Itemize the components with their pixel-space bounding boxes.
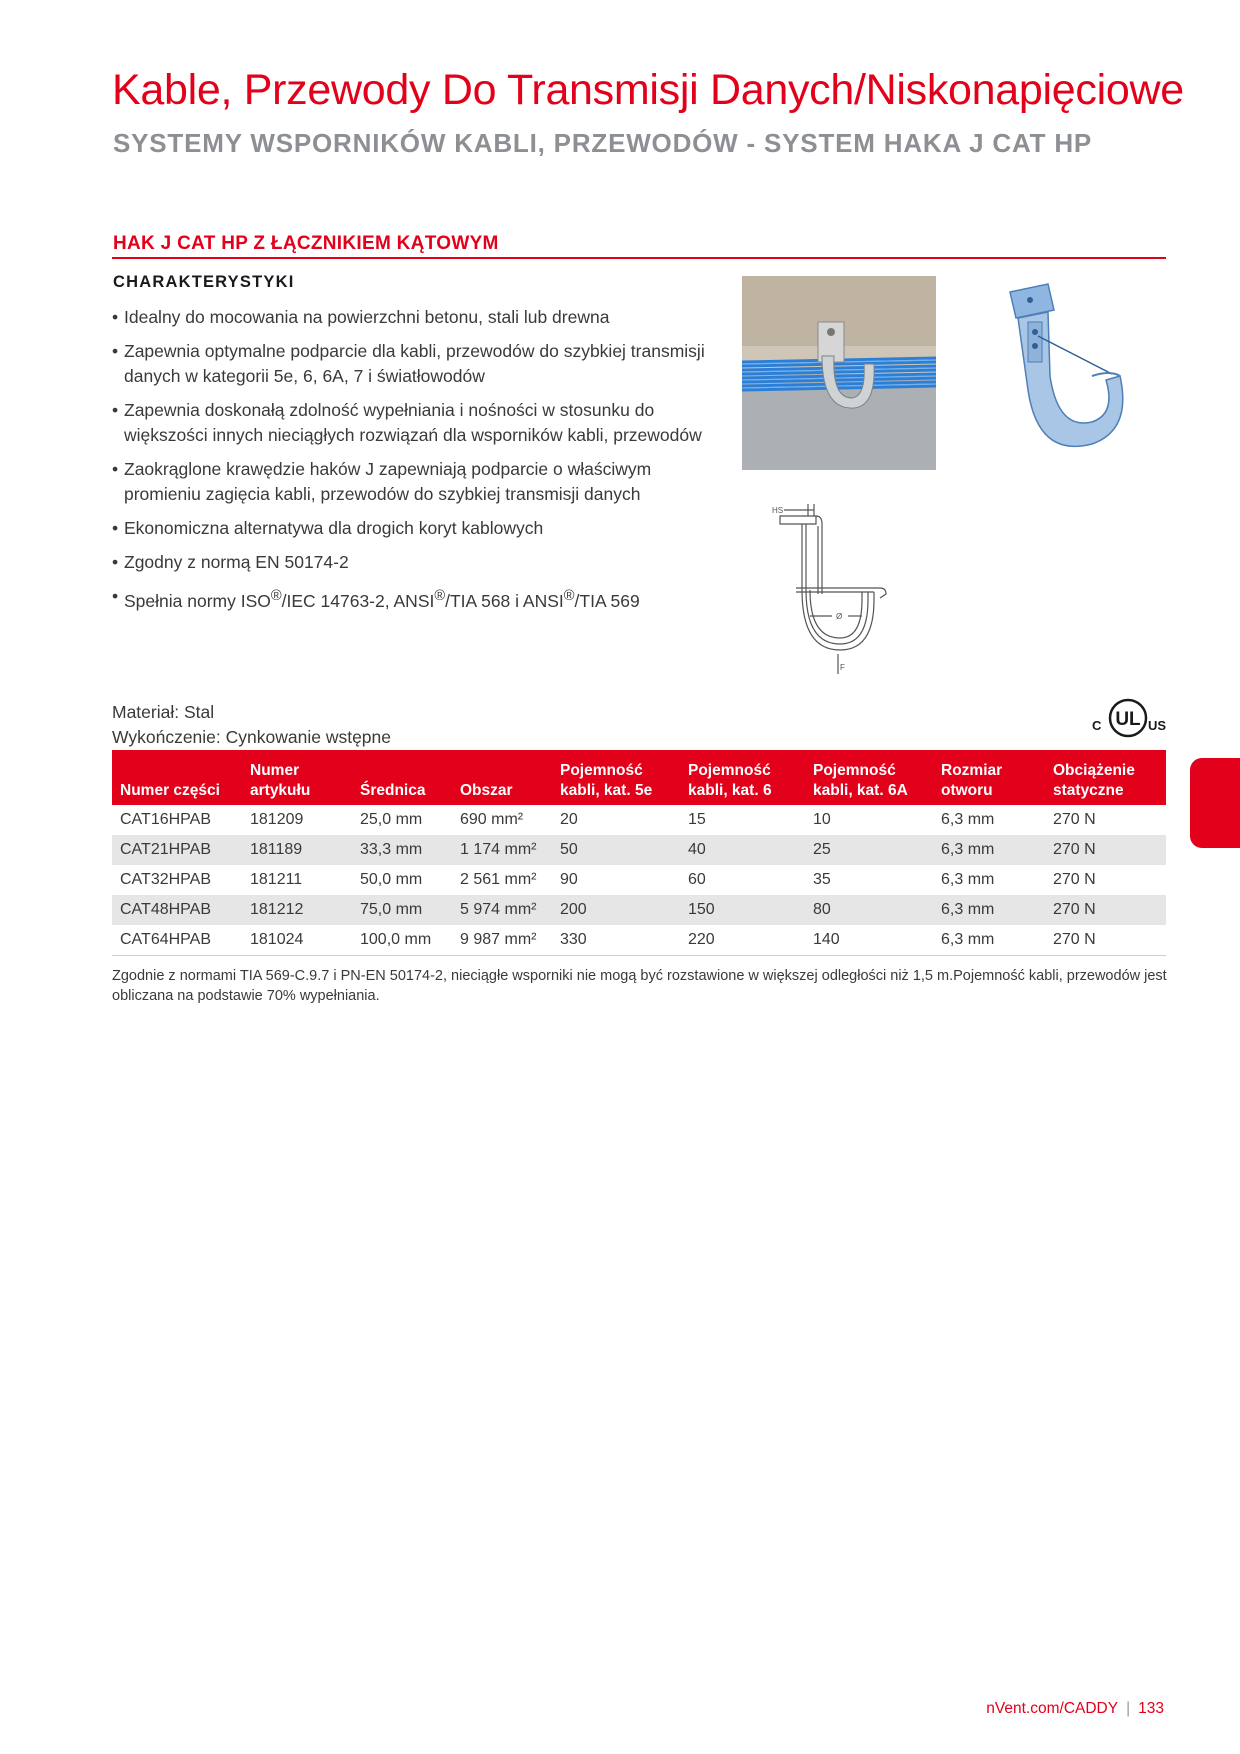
table-cell: 90 [560, 871, 578, 888]
ul-c-text: C [1092, 718, 1102, 733]
table-cell: 6,3 mm [941, 811, 995, 828]
features-heading: CHARAKTERYSTYKI [113, 273, 295, 291]
table-cell: 25 [805, 835, 933, 865]
table-cell: 5 974 mm² [452, 895, 552, 925]
table-cell: 60 [688, 871, 706, 888]
table-cell: 9 987 mm² [452, 925, 552, 955]
material-info [112, 700, 391, 750]
table-cell: 6,3 mm [933, 835, 1045, 865]
table-cell: 10 [813, 811, 831, 828]
feature-item: • Zapewnia optymalne podparcie dla kabli, przewodów do szybkiej transmisji danych w kategorii 5e, 6, 6A, 7 i światłowodów [112, 339, 712, 389]
table-header-row [112, 750, 1166, 805]
standards-text: /TIA 569 [574, 590, 640, 611]
table-cell: 50 [552, 835, 680, 865]
product-image [988, 280, 1124, 458]
table-header: Pojemność kabli, kat. 5e [552, 750, 680, 805]
section-title: HAK J CAT HP Z ŁĄCZNIKIEM KĄTOWYM [113, 233, 499, 254]
feature-item-standards [112, 584, 712, 614]
table-cell: 25,0 mm [360, 811, 423, 828]
page-title: Kable, Przewody Do Transmisji Danych/Niskonapięciowe [112, 66, 1184, 114]
registered-mark: ® [434, 588, 446, 604]
table-header: Numer części [112, 750, 242, 805]
table-cell: 270 N [1053, 871, 1096, 888]
table-cell: 6,3 mm [933, 895, 1045, 925]
table-cell: 140 [805, 925, 933, 955]
table-cell: 80 [805, 895, 933, 925]
table-cell: 181212 [242, 895, 352, 925]
table-row [112, 895, 1166, 925]
table-row [112, 925, 1166, 955]
page-subtitle: SYSTEMY WSPORNIKÓW KABLI, PRZEWODÓW - SYSTEM HAKA J CAT HP [113, 128, 1093, 158]
table-cell: 181211 [250, 871, 303, 888]
page-footer [986, 1700, 1164, 1718]
table-cell: 181209 [250, 811, 304, 828]
table-cell: 181189 [242, 835, 352, 865]
table-header: Numer artykułu [242, 750, 352, 805]
standards-text: Spełnia normy ISO [124, 590, 271, 611]
installation-photo [742, 276, 936, 470]
table-cell: 50,0 mm [360, 871, 423, 888]
table-cell: 75,0 mm [352, 895, 452, 925]
table-cell: 6,3 mm [941, 871, 995, 888]
table-cell: 270 N [1053, 811, 1096, 828]
table-cell: CAT32HPAB [120, 871, 211, 888]
registered-mark: ® [270, 588, 282, 604]
table-cell: CAT16HPAB [120, 811, 211, 828]
table-header: Obszar [452, 750, 552, 805]
technical-drawing [762, 494, 902, 686]
ul-certification-icon [1090, 697, 1166, 739]
feature-item: • Idealny do mocowania na powierzchni betonu, stali lub drewna [112, 305, 712, 330]
feature-item: • Zapewnia doskonałą zdolność wypełniania i nośności w stosunku do większości innych nieciągłych rozwiązań dla wsporników kabli, przewodów [112, 398, 712, 448]
table-header: Pojemność kabli, kat. 6 [680, 750, 805, 805]
drawing-label-diameter: Ø [836, 612, 843, 621]
features-list [112, 305, 712, 623]
table-cell: 2 561 mm² [460, 871, 537, 888]
table-cell: CAT48HPAB [112, 895, 242, 925]
feature-item: • Ekonomiczna alternatywa dla drogich koryt kablowych [112, 516, 712, 541]
table-header: Rozmiar otworu [933, 750, 1045, 805]
table-cell: 220 [680, 925, 805, 955]
table-cell: 40 [680, 835, 805, 865]
table-cell: CAT64HPAB [112, 925, 242, 955]
table-cell: 690 mm² [460, 811, 524, 828]
standards-text: /IEC 14763-2, ANSI [281, 590, 435, 611]
table-cell: 20 [560, 811, 578, 828]
ul-us-text: US [1148, 718, 1166, 733]
table-cell: 6,3 mm [933, 925, 1045, 955]
feature-item: • Zgodny z normą EN 50174-2 [112, 550, 712, 575]
table-cell: 270 N [1045, 895, 1166, 925]
table-cell: 270 N [1045, 925, 1166, 955]
table-cell: 150 [680, 895, 805, 925]
table-cell: 35 [813, 871, 831, 888]
table-cell: 200 [552, 895, 680, 925]
drawing-label-f: F [840, 663, 845, 672]
table-cell: 270 N [1045, 835, 1166, 865]
table-header: Obciążenie statyczne [1045, 750, 1166, 805]
table-row [112, 805, 1166, 835]
footnote: Zgodnie z normami TIA 569-C.9.7 i PN-EN 50174-2, nieciągłe wsporniki nie mogą być rozstawione w większej odległości niż 1,5 m.Pojemność kabli, przewodów jest obliczana na podstawie 70% wypełniania. [112, 968, 1167, 1004]
table-cell: CAT21HPAB [112, 835, 242, 865]
material-line: Materiał: Stal [112, 702, 215, 722]
table-cell: 330 [552, 925, 680, 955]
table-row [112, 835, 1166, 865]
registered-mark: ® [563, 588, 575, 604]
spec-table [112, 750, 1166, 956]
ul-text: UL [1115, 709, 1141, 730]
feature-item: • Zaokrąglone krawędzie haków J zapewniają podparcie o właściwym promieniu zagięcia kabli, przewodów do szybkiej transmisji danych [112, 457, 712, 507]
table-cell: 181024 [242, 925, 352, 955]
table-header: Średnica [352, 750, 452, 805]
table-cell: 33,3 mm [352, 835, 452, 865]
table-header: Pojemność kabli, kat. 6A [805, 750, 933, 805]
standards-text: /TIA 568 i ANSI [445, 590, 564, 611]
footer-website-link[interactable]: nVent.com/CADDY [986, 1700, 1119, 1717]
section-side-tab [1190, 758, 1240, 848]
finish-line: Wykończenie: Cynkowanie wstępne [112, 727, 392, 747]
page-number: 133 [1138, 1700, 1164, 1717]
drawing-label-hs: HS [772, 506, 784, 515]
table-cell: 15 [688, 811, 706, 828]
table-cell: 1 174 mm² [452, 835, 552, 865]
table-cell: 100,0 mm [352, 925, 452, 955]
table-row [112, 865, 1166, 895]
footer-separator: | [1126, 1700, 1131, 1717]
section-divider [112, 257, 1166, 259]
